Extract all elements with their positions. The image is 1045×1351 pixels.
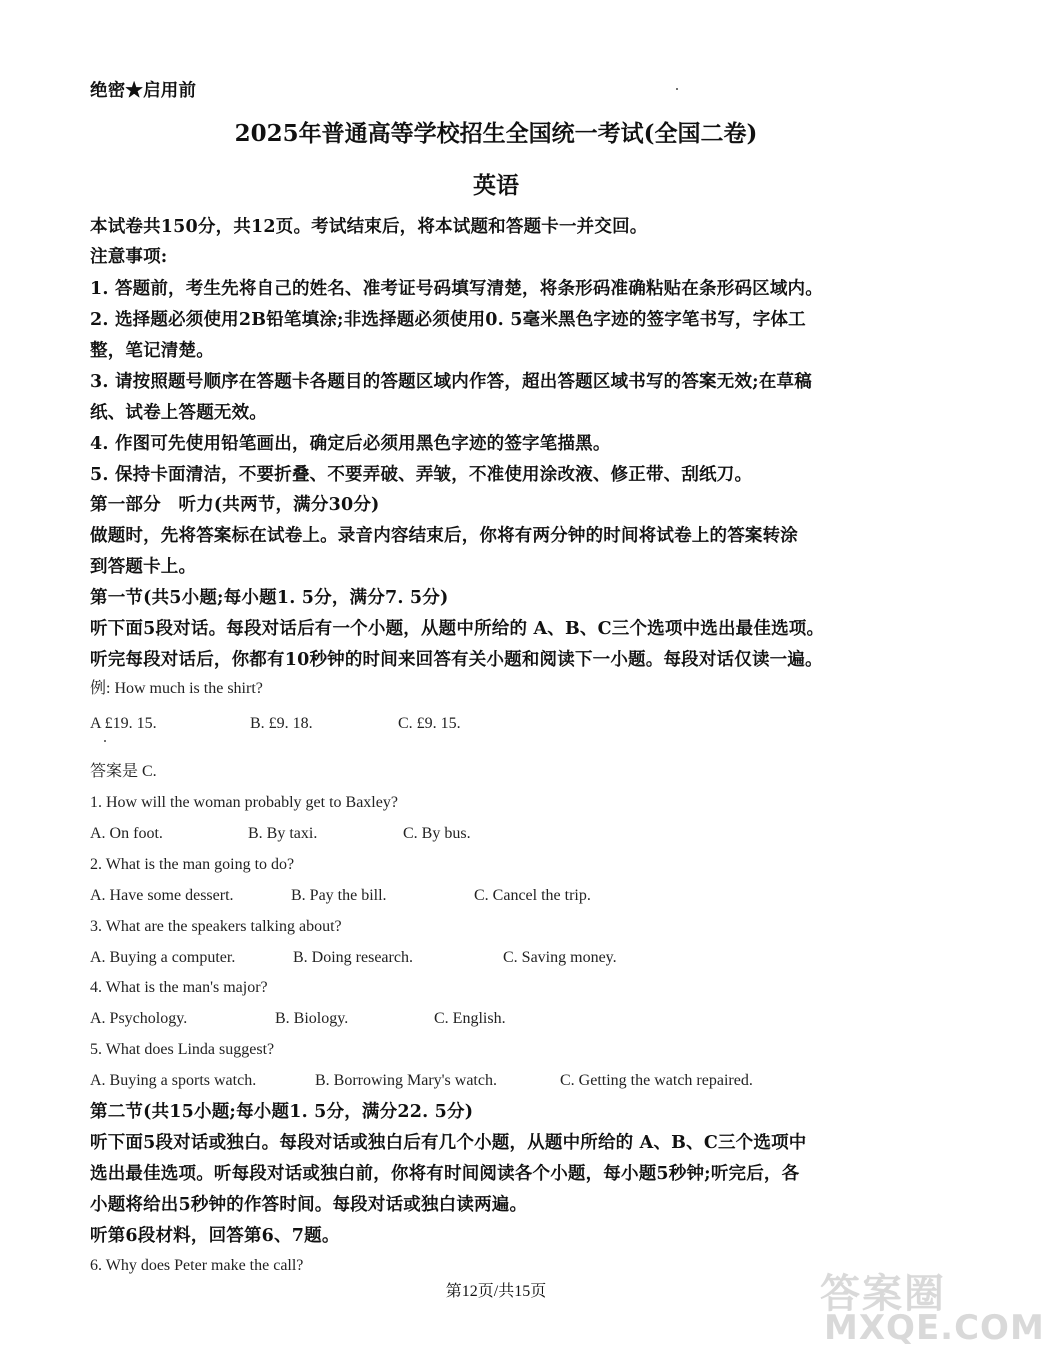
secret-mark: 绝密★启用前 (90, 81, 197, 101)
note-item: 整，笔记清楚。 (90, 341, 214, 361)
question-4: 4. What is the man's major? (90, 979, 268, 996)
note-item: 5. 保持卡面清洁，不要折叠、不要弄破、弄皱，不准使用涂改液、修正带、刮纸刀。 (90, 465, 753, 485)
exam-title: 2025年普通高等学校招生全国统一考试(全国二卷) (234, 120, 758, 147)
note-item: 纸、试卷上答题无效。 (90, 403, 267, 423)
option-c: C. £9. 15. (398, 715, 461, 732)
note-item: 1. 答题前，考生先将自己的姓名、准考证号码填写清楚，将条形码准确粘贴在条形码区域内。 (90, 279, 823, 299)
section1-instruction: 听完每段对话后，你都有10秒钟的时间来回答有关小题和阅读下一小题。每段对话仅读一遍。 (90, 650, 823, 670)
question-1: 1. How will the woman probably get to Baxley? (90, 794, 398, 811)
option-a: A. On foot. (90, 825, 163, 842)
section1-heading: 第一节(共5小题;每小题1. 5分，满分7. 5分) (90, 588, 449, 608)
notes-heading: 注意事项: (90, 247, 168, 267)
watermark-bottom: MXQE.COM (824, 1308, 1045, 1348)
section2-instruction: 选出最佳选项。听每段对话或独白前，你将有时间阅读各个小题，每小题5秒钟;听完后，各 (90, 1164, 800, 1184)
question-5: 5. What does Linda suggest? (90, 1041, 275, 1058)
option-c: C. By bus. (403, 825, 471, 842)
part1-instruction: 到答题卡上。 (90, 557, 197, 577)
note-item: 2. 选择题必须使用2B铅笔填涂;非选择题必须使用0. 5毫米黑色字迹的签字笔书写，字体工 (90, 310, 806, 330)
watermark-logo (820, 1262, 1045, 1348)
section2-instruction: 听下面5段对话或独白。每段对话或独白后有几个小题，从题中所给的 A、B、C三个选项中 (90, 1133, 807, 1153)
speck (676, 88, 678, 90)
option-b: B. By taxi. (248, 825, 318, 842)
question-2: 2. What is the man going to do? (90, 856, 295, 873)
option-c: C. Getting the watch repaired. (560, 1072, 753, 1089)
note-item: 4. 作图可先使用铅笔画出，确定后必须用黑色字迹的签字笔描黑。 (90, 434, 611, 454)
option-a: A. Have some dessert. (90, 887, 234, 904)
part1-instruction: 做题时，先将答案标在试卷上。录音内容结束后，你将有两分钟的时间将试卷上的答案转涂 (90, 526, 798, 546)
part1-heading: 第一部分 听力(共两节，满分30分) (90, 495, 380, 515)
option-a: A. Buying a sports watch. (90, 1072, 257, 1089)
option-b: B. Biology. (275, 1010, 349, 1027)
section1-instruction: 听下面5段对话。每段对话后有一个小题，从题中所给的 A、B、C三个选项中选出最佳选项。 (90, 619, 825, 639)
note-item: 3. 请按照题号顺序在答题卡各题目的答题区域内作答，超出答题区域书写的答案无效;在草稿 (90, 372, 812, 392)
example-answer: 答案是 C. (90, 763, 157, 780)
page-number: 第12页/共15页 (445, 1283, 547, 1300)
subject-title: 英语 (473, 172, 519, 199)
option-c: C. Cancel the trip. (474, 887, 591, 904)
section2-instruction: 小题将给出5秒钟的作答时间。每段对话或独白读两遍。 (90, 1195, 528, 1215)
speck (104, 740, 106, 742)
section2-heading: 第二节(共15小题;每小题1. 5分，满分22. 5分) (90, 1102, 474, 1122)
option-b: B. Borrowing Mary's watch. (315, 1072, 497, 1089)
option-a: A £19. 15. (90, 715, 157, 732)
option-c: C. English. (434, 1010, 506, 1027)
option-a: A. Psychology. (90, 1010, 188, 1027)
question-3: 3. What are the speakers talking about? (90, 918, 342, 935)
option-b: B. Doing research. (293, 949, 413, 966)
option-b: B. £9. 18. (250, 715, 313, 732)
option-a: A. Buying a computer. (90, 949, 236, 966)
question-6: 6. Why does Peter make the call? (90, 1257, 304, 1274)
option-b: B. Pay the bill. (291, 887, 387, 904)
watermark-top: 答案圈 (820, 1271, 946, 1317)
material-heading: 听第6段材料，回答第6、7题。 (90, 1226, 340, 1246)
example-question: 例: How much is the shirt? (90, 680, 263, 697)
option-c: C. Saving money. (503, 949, 617, 966)
intro-line: 本试卷共150分，共12页。考试结束后，将本试题和答题卡一并交回。 (90, 217, 648, 237)
